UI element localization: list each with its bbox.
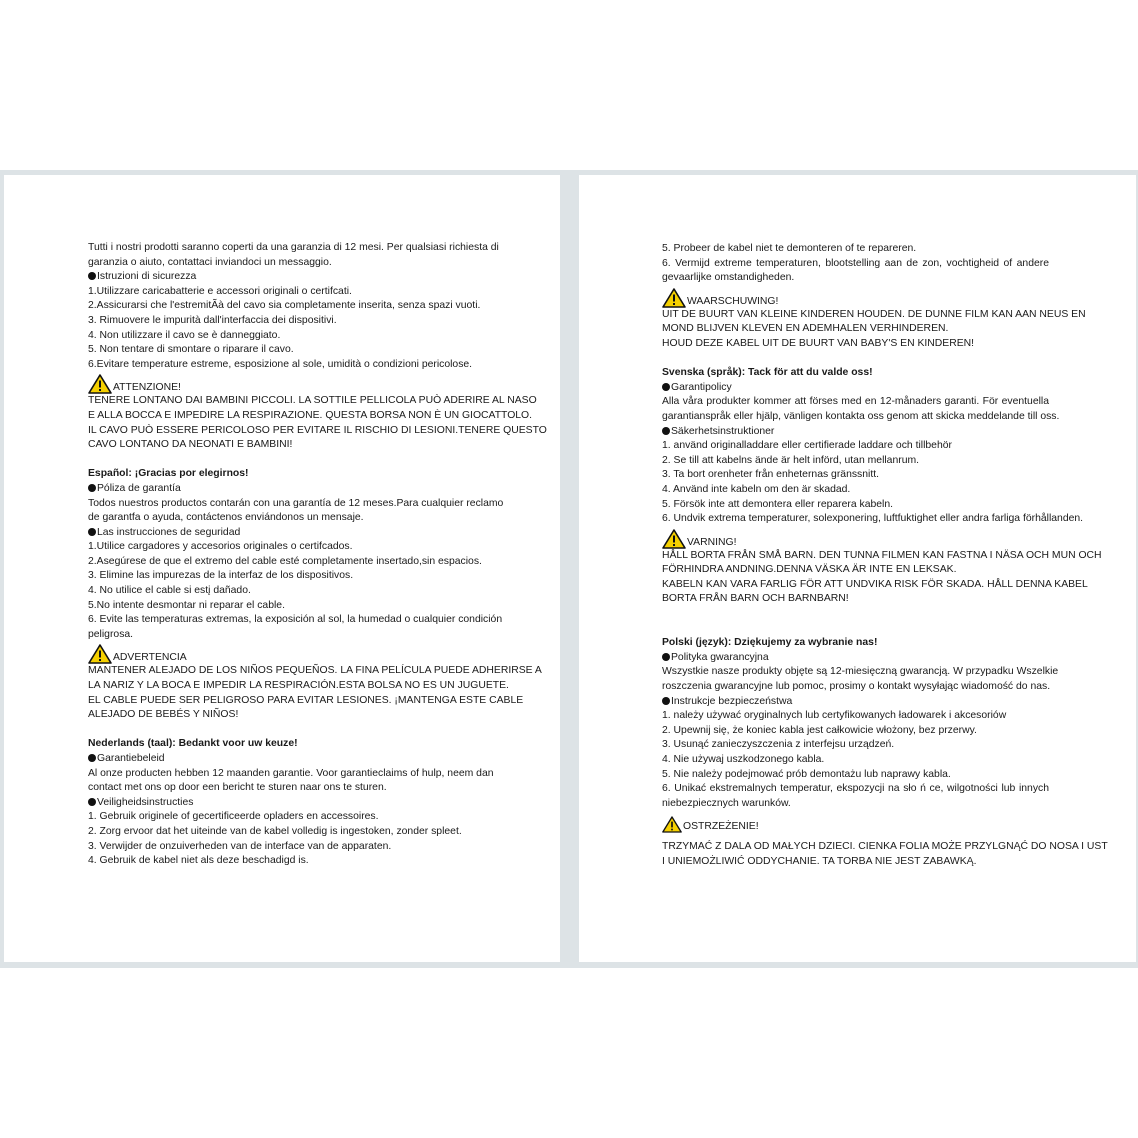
pl-heading: Polski (język): Dziękujemy za wybranie nas! [662, 637, 878, 649]
es-safety-item: 6. Evite las temperaturas extremas, la exposición al sol, la humedad o cualquier condición [88, 614, 503, 626]
bullet-dot-icon [662, 427, 670, 435]
nl-safety-item: 3. Verwijder de onzuiverheden van de interface van de apparaten. [88, 840, 392, 852]
warning-triangle-icon [662, 529, 686, 549]
document-page-right [579, 175, 1136, 962]
es-warning-line: MANTENER ALEJADO DE LOS NIÑOS PEQUEÑOS. LA FINA PELÍCULA PUEDE ADHERIRSE A [88, 665, 542, 677]
it-warning-header [88, 372, 476, 394]
es-warning-line: ALEJADO DE BEBÉS Y NIÑOS! [88, 709, 239, 721]
es-safety-item: 1.Utilice cargadores y accesorios originales o certifcados. [88, 541, 353, 553]
sv-safety-item: 3. Ta bort orenheter från enheternas gränssnitt. [662, 469, 879, 481]
it-warning-line: E ALLA BOCCA E IMPEDIRE LA RESPIRAZIONE. QUESTA BORSA NON È UN GIOCATTOLO. [88, 409, 533, 421]
nl-warning-header [662, 286, 1049, 308]
pl-safety-item: 2. Upewnij się, że koniec kabla jest całkowicie włożony, bez przerwy. [662, 724, 977, 736]
it-intro-line: garanzia o aiuto, contattaci inviandoci un messaggio. [88, 256, 332, 268]
es-safety-item: 4. No utilice el cable si estį dañado. [88, 585, 251, 597]
it-safety-item: 5. Non tentare di smontare o riparare il cavo. [88, 344, 294, 356]
bullet-dot-icon [88, 798, 96, 806]
nl-heading: Nederlands (taal): Bedankt voor uw keuze! [88, 738, 298, 750]
it-warning-line: TENERE LONTANO DAI BAMBINI PICCOLI. LA SOTTILE PELLICOLA PUÒ ADERIRE AL NASO [88, 395, 537, 407]
es-safety-item: 3. Elimine las impurezas de la interfaz de los dispositivos. [88, 570, 354, 582]
sv-safety-heading: Säkerhetsinstruktioner [662, 425, 1049, 440]
warning-triangle-icon [88, 644, 112, 664]
nl-safety-item: 5. Probeer de kabel niet te demonteren of te repareren. [662, 243, 917, 254]
es-safety-item: peligrosa. [88, 628, 134, 640]
es-warranty-heading: Póliza de garantía [88, 482, 476, 497]
es-warning-label: ADVERTENCIA [113, 652, 187, 664]
it-safety-item: 4. Non utilizzare il cavo se è danneggiato. [88, 329, 281, 341]
warning-triangle-icon [88, 374, 112, 394]
es-warning-line: EL CABLE PUEDE SER PELIGROSO PARA EVITAR LESIONES. ¡MANTENGA ESTE CABLE [88, 694, 524, 706]
pl-warranty-line: roszczenia gwarancyjne lub pomoc, prosimy o kontakt wysyłając wiadomość do nas. [662, 681, 1051, 693]
sv-heading: Svenska (språk): Tack för att du valde oss! [662, 367, 873, 379]
es-safety-item: 5.No intente desmontar ni reparar el cable. [88, 599, 285, 611]
pl-warning-line: TRZYMAĆ Z DALA OD MAŁYCH DZIECI. CIENKA FOLIA MOŻE PRZYLGNĄĆ DO NOSA I UST [662, 841, 1108, 853]
pl-safety-item: 5. Nie należy podejmować prób demontażu lub naprawy kabla. [662, 768, 951, 780]
nl-safety-item: 4. Gebruik de kabel niet als deze beschadigd is. [88, 855, 309, 867]
it-safety-heading: Istruzioni di sicurezza [88, 270, 476, 285]
bullet-dot-icon [662, 653, 670, 661]
it-warning-line: CAVO LONTANO DA NEONATI E BAMBINI! [88, 439, 293, 451]
bullet-dot-icon [88, 272, 96, 280]
pl-safety-item: 3. Usunąć zanieczyszczenia z interfejsu urządzeń. [662, 739, 895, 751]
it-safety-item: 1.Utilizzare caricabatterie e accessori originali o certifcati. [88, 285, 352, 297]
pl-safety-item: 6. Unikać ekstremalnych temperatur, ekspozycji na sło ń ce, wilgotności lub innych [662, 783, 1049, 795]
nl-warranty-line: Al onze producten hebben 12 maanden garantie. Voor garantieclaims of hulp, neem dan [88, 767, 494, 779]
sv-warning-label: VARNING! [687, 536, 737, 548]
nl-warning-line: UIT DE BUURT VAN KLEINE KINDEREN HOUDEN. DE DUNNE FILM KAN AAN NEUS EN [662, 308, 1086, 320]
pl-warranty-heading: Polityka gwarancyjna [662, 651, 1049, 666]
pl-warning-label: OSTRZEŻENIE! [683, 821, 759, 833]
sv-warning-line: BORTA FRÅN BARN OCH BARNBARN! [662, 593, 849, 605]
sv-warning-line: KABELN KAN VARA FARLIG FÖR ATT UNDVIKA RISK FÖR SKADA. HÅLL DENNA KABEL [662, 578, 1088, 590]
it-warning-label: ATTENZIONE! [113, 382, 181, 394]
sv-safety-item: 6. Undvik extrema temperaturer, solexponering, luftfuktighet eller andra farliga förhållanden. [662, 513, 1084, 525]
sv-safety-item: 4. Använd inte kabeln om den är skadad. [662, 483, 851, 495]
pl-warning-line: I UNIEMOŻLIWIĆ ODDYCHANIE. TA TORBA NIE JEST ZABAWKĄ. [662, 855, 977, 867]
warning-triangle-icon [662, 288, 686, 308]
nl-warranty-heading: Garantiebeleid [88, 752, 476, 767]
sv-safety-item: 2. Se till att kabelns ände är helt införd, utan mellanrum. [662, 454, 920, 466]
es-warranty-line: de garantfa o ayuda, contáctenos enviándonos un mensaje. [88, 512, 364, 524]
es-warning-line: LA NARIZ Y LA BOCA E IMPEDIR LA RESPIRACIÓN.ESTA BOLSA NO ES UN JUGUETE. [88, 680, 509, 692]
bullet-dot-icon [662, 383, 670, 391]
it-safety-item: 6.Evitare temperature estreme, esposizione al sole, umidità o condizioni pericolose. [88, 358, 473, 370]
pl-warranty-line: Wszystkie nasze produkty objęte są 12-miesięczną gwarancją. W przypadku Wszelkie [662, 666, 1059, 678]
pl-safety-item: 4. Nie używaj uszkodzonego kabla. [662, 754, 825, 765]
pl-safety-item: 1. należy używać oryginalnych lub certyfikowanych ładowarek i akcesoriów [662, 710, 1007, 722]
sv-safety-item: 1. använd originalladdare eller certifierade laddare och tillbehör [662, 440, 952, 452]
es-heading: Español: ¡Gracias por elegirnos! [88, 468, 249, 480]
it-warning-line: IL CAVO PUÒ ESSERE PERICOLOSO PER EVITARE IL RISCHIO DI LESIONI.TENERE QUESTO [88, 424, 547, 436]
bullet-dot-icon [88, 754, 96, 762]
nl-safety-item: 6. Vermijd extreme temperaturen, blootstelling aan de zon, vochtigheid of andere [662, 257, 1049, 269]
sv-warranty-line: Alla våra produkter kommer att förses med en 12-månaders garanti. För eventuella [662, 396, 1049, 408]
sv-safety-item: 5. Försök inte att demontera eller reparera kabeln. [662, 498, 894, 510]
es-safety-item: 2.Asegúrese de que el extremo del cable esté completamente insertado,sin espacios. [88, 555, 482, 567]
sv-warning-header [662, 527, 1049, 549]
it-intro-line: Tutti i nostri prodotti saranno coperti da una garanzia di 12 mesi. Per qualsiasi richiesta di [88, 242, 499, 253]
bullet-dot-icon [88, 528, 96, 536]
bullet-dot-icon [662, 697, 670, 705]
it-safety-item: 2.Assicurarsi che l'estremitÃà del cavo sia completamente inserita, senza spazi vuoti. [88, 300, 481, 312]
sv-warning-line: HÅLL BORTA FRÅN SMÅ BARN. DEN TUNNA FILMEN KAN FASTNA I NÄSA OCH MUN OCH [662, 549, 1102, 561]
pl-safety-item: niebezpiecznych warunków. [662, 797, 791, 809]
nl-warning-label: WAARSCHUWING! [687, 295, 779, 307]
pl-safety-heading: Instrukcje bezpieczeństwa [662, 695, 1049, 710]
nl-safety-heading: Veiligheidsinstructies [88, 796, 476, 811]
document-page-left [4, 175, 560, 962]
nl-warning-line: HOUD DEZE KABEL UIT DE BUURT VAN BABY'S EN KINDEREN! [662, 337, 975, 349]
bullet-dot-icon [88, 484, 96, 492]
es-safety-heading: Las instrucciones de seguridad [88, 526, 476, 541]
pl-warning-header [662, 811, 1049, 833]
sv-warranty-heading: Garantipolicy [662, 381, 1049, 396]
nl-warning-line: MOND BLIJVEN KLEVEN EN ADEMHALEN VERHINDEREN. [662, 323, 949, 335]
nl-safety-item: 2. Zorg ervoor dat het uiteinde van de kabel volledig is ingestoken, zonder spleet. [88, 825, 462, 837]
sv-warning-line: FÖRHINDRA ANDNING.DENNA VÄSKA ÄR INTE EN LEKSAK. [662, 564, 957, 576]
warning-triangle-icon [662, 816, 682, 833]
es-warning-header [88, 642, 476, 664]
nl-safety-item: 1. Gebruik originele of gecertificeerde opladers en accessoires. [88, 811, 379, 823]
nl-warranty-line: contact met ons op door een bericht te sturen naar ons te sturen. [88, 782, 387, 794]
es-warranty-line: Todos nuestros productos contarán con una garantía de 12 meses.Para cualquier reclamo [88, 497, 504, 509]
nl-safety-item: gevaarlijke omstandigheden. [662, 272, 795, 284]
it-safety-item: 3. Rimuovere le impurità dall'interfaccia dei dispositivi. [88, 314, 337, 326]
sv-warranty-line: garantianspråk eller hjälp, vänligen kontakta oss genom att skicka meddelande till oss. [662, 410, 1060, 422]
